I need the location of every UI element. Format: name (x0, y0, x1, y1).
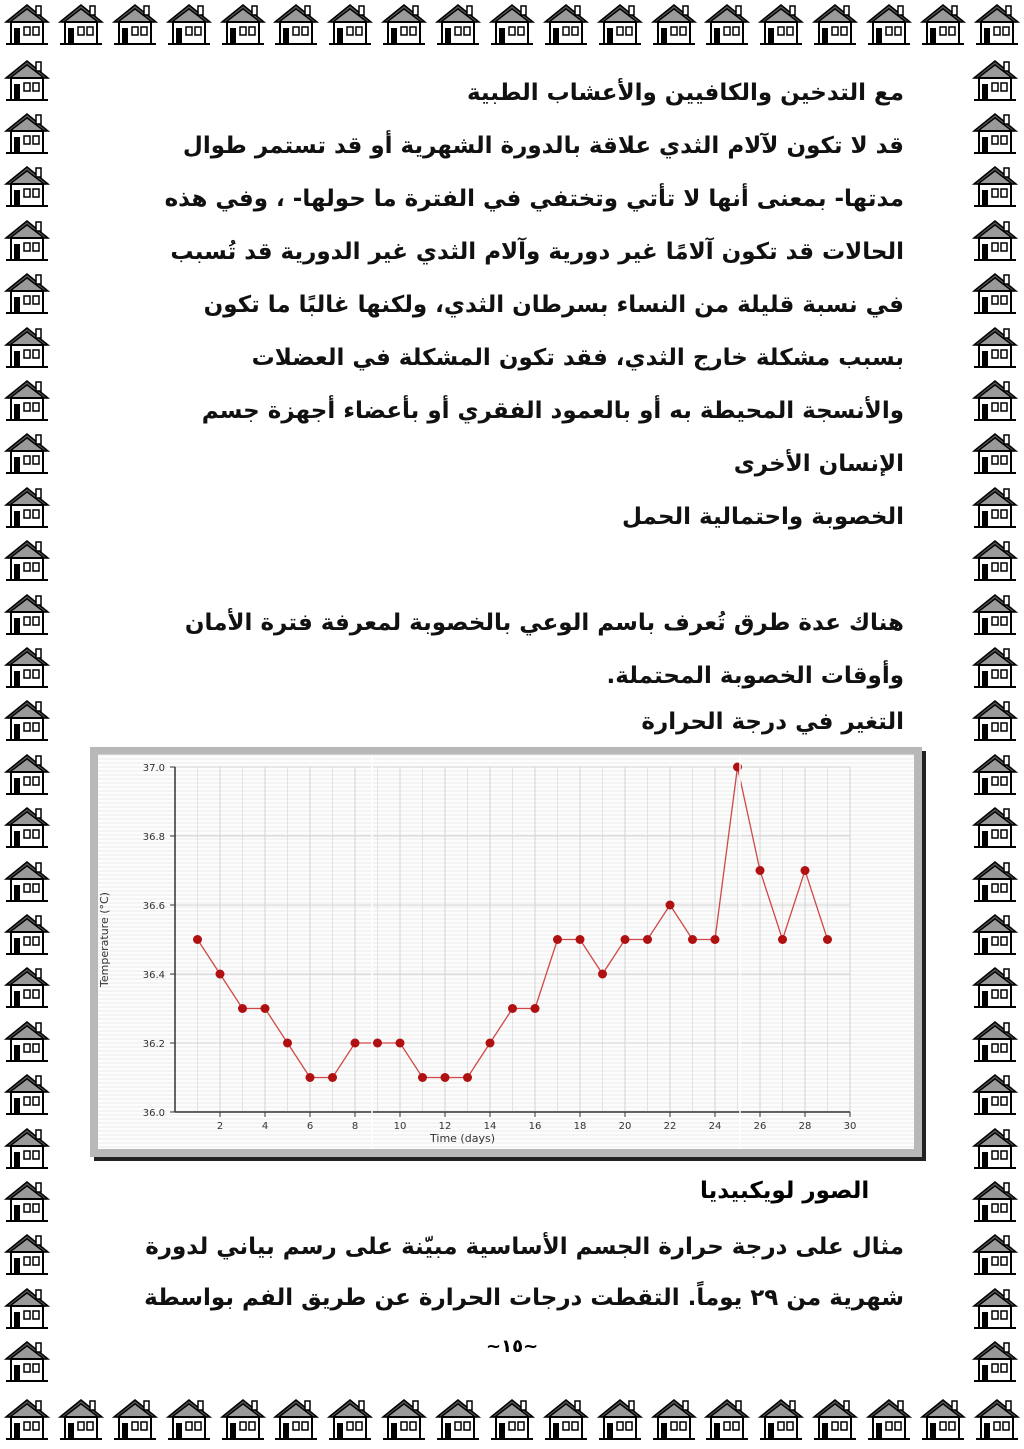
house-icon (2, 429, 52, 479)
text-line-6: بسبب مشكلة خارج الثدي، فقد تكون المشكلة في العضلات (251, 345, 904, 371)
house-icon (2, 910, 52, 960)
house-icon (2, 109, 52, 159)
y-tick-label: 36.2 (142, 1039, 165, 1050)
house-icon (970, 910, 1020, 960)
text-line-3: مدتها- بمعنى أنها لا تأتي وتختفي في الفترة ما حولها- ، وفي هذه (164, 186, 904, 212)
x-tick-label: 18 (573, 1121, 587, 1132)
house-icon (2, 696, 52, 746)
house-icon (2, 1124, 52, 1174)
house-icon (2, 590, 52, 640)
house-icon (541, 1395, 591, 1445)
text-line-4: الحالات قد تكون آلامًا غير دورية وآلام الثدي غير الدورية قد تُسبب (170, 239, 904, 265)
left-border (0, 54, 54, 1389)
y-tick-label: 36.6 (142, 901, 165, 912)
data-point-day-26 (756, 866, 765, 875)
x-tick-label: 8 (351, 1121, 359, 1132)
house-icon (972, 1395, 1022, 1445)
data-point-day-16 (531, 1004, 540, 1013)
data-point-day-22 (666, 901, 675, 910)
house-icon (2, 857, 52, 907)
y-tick-label: 36.0 (142, 1108, 165, 1119)
house-icon (918, 1395, 968, 1445)
data-point-day-14 (486, 1039, 495, 1048)
data-point-day-15 (508, 1004, 517, 1013)
house-icon (702, 1395, 752, 1445)
top-border (0, 0, 1024, 54)
house-icon (2, 1337, 52, 1387)
house-icon (218, 0, 268, 50)
house-icon (970, 323, 1020, 373)
x-tick-label: 16 (528, 1121, 542, 1132)
house-icon (702, 0, 752, 50)
house-icon (56, 1395, 106, 1445)
text-line-11: هناك عدة طرق تُعرف باسم الوعي بالخصوبة لمعرفة فترة الأمان (184, 610, 904, 636)
data-point-day-27 (778, 935, 787, 944)
data-point-day-10 (396, 1039, 405, 1048)
data-point-day-13 (463, 1073, 472, 1082)
house-icon (970, 216, 1020, 266)
house-icon (649, 0, 699, 50)
bottom-border (0, 1395, 1024, 1449)
house-icon (970, 1070, 1020, 1120)
house-icon (2, 803, 52, 853)
house-icon (595, 0, 645, 50)
house-icon (2, 376, 52, 426)
house-icon (325, 0, 375, 50)
x-tick-label: 4 (261, 1121, 269, 1132)
data-point-day-4 (261, 1004, 270, 1013)
data-point-day-23 (688, 935, 697, 944)
house-icon (2, 323, 52, 373)
data-point-day-17 (553, 935, 562, 944)
text-line-8: الإنسان الأخرى (733, 451, 904, 477)
house-icon (2, 269, 52, 319)
data-point-day-11 (418, 1073, 427, 1082)
data-point-day-29 (823, 935, 832, 944)
house-icon (970, 1017, 1020, 1067)
house-icon (595, 1395, 645, 1445)
house-icon (970, 376, 1020, 426)
temperature-chart-panel (90, 747, 922, 1157)
data-point-day-3 (238, 1004, 247, 1013)
house-icon (110, 0, 160, 50)
house-icon (271, 0, 321, 50)
house-icon (2, 750, 52, 800)
house-icon (970, 1177, 1020, 1227)
house-icon (2, 1284, 52, 1334)
house-icon (2, 162, 52, 212)
page-number: ~١٥~ (486, 1336, 539, 1357)
house-icon (2, 1395, 52, 1445)
x-tick-label: 24 (708, 1121, 722, 1132)
text-line-5: في نسبة قليلة من النساء بسرطان الثدي، ولكنها غالبًا ما تكون (203, 292, 904, 318)
house-icon (2, 963, 52, 1013)
temperature-chart (90, 747, 922, 1157)
house-icon (433, 0, 483, 50)
data-point-day-19 (598, 970, 607, 979)
house-icon (541, 0, 591, 50)
house-icon (970, 429, 1020, 479)
text-line-bottom-1: مثال على درجة حرارة الجسم الأساسية مبيّنة على رسم بياني لدورة (145, 1234, 904, 1260)
house-icon (970, 696, 1020, 746)
data-point-day-1 (193, 935, 202, 944)
section-heading-temperature: التغير في درجة الحرارة (641, 709, 904, 735)
house-icon (864, 1395, 914, 1445)
x-tick-label: 14 (483, 1121, 497, 1132)
x-tick-label: 26 (753, 1121, 767, 1132)
house-icon (970, 109, 1020, 159)
image-caption: الصور لويكبيديا (700, 1178, 870, 1204)
y-tick-label: 36.8 (142, 832, 165, 843)
x-tick-label: 10 (393, 1121, 407, 1132)
house-icon (970, 483, 1020, 533)
house-icon (970, 590, 1020, 640)
data-point-day-6 (306, 1073, 315, 1082)
house-icon (970, 643, 1020, 693)
house-icon (2, 1017, 52, 1067)
house-icon (810, 1395, 860, 1445)
data-point-day-7 (328, 1073, 337, 1082)
house-icon (487, 0, 537, 50)
house-icon (2, 1177, 52, 1227)
house-icon (970, 1124, 1020, 1174)
house-icon (164, 0, 214, 50)
data-point-day-18 (576, 935, 585, 944)
x-tick-label: 2 (216, 1121, 224, 1132)
house-icon (2, 483, 52, 533)
data-point-day-5 (283, 1039, 292, 1048)
data-point-day-12 (441, 1073, 450, 1082)
text-line-2: قد لا تكون لآلام الثدي علاقة بالدورة الشهرية أو قد تستمر طوال (182, 133, 904, 159)
house-icon (970, 803, 1020, 853)
house-icon (271, 1395, 321, 1445)
house-icon (970, 963, 1020, 1013)
text-line-12: وأوقات الخصوبة المحتملة. (606, 663, 904, 689)
house-icon (810, 0, 860, 50)
text-line-1: مع التدخين والكافيين والأعشاب الطبية (466, 80, 904, 106)
y-tick-label: 37.0 (142, 763, 165, 774)
y-tick-label: 36.4 (142, 970, 165, 981)
x-tick-label: 12 (438, 1121, 452, 1132)
house-icon (970, 857, 1020, 907)
data-point-day-28 (801, 866, 810, 875)
right-border (968, 54, 1022, 1389)
house-icon (379, 1395, 429, 1445)
house-icon (2, 1230, 52, 1280)
data-point-day-21 (643, 935, 652, 944)
house-icon (379, 0, 429, 50)
house-icon (970, 750, 1020, 800)
house-icon (970, 269, 1020, 319)
house-icon (972, 0, 1022, 50)
house-icon (433, 1395, 483, 1445)
house-icon (2, 643, 52, 693)
house-icon (756, 0, 806, 50)
house-icon (218, 1395, 268, 1445)
house-icon (864, 0, 914, 50)
text-line-7: والأنسجة المحيطة به أو بالعمود الفقري أو بأعضاء أجهزة جسم (201, 398, 904, 424)
data-point-day-24 (711, 935, 720, 944)
data-point-day-2 (216, 970, 225, 979)
house-icon (970, 162, 1020, 212)
x-tick-label: 20 (618, 1121, 632, 1132)
data-point-day-20 (621, 935, 630, 944)
text-line-bottom-2: شهرية من ٢٩ يوماً. التقطت درجات الحرارة عن طريق الفم بواسطة (144, 1285, 904, 1311)
house-icon (970, 56, 1020, 106)
house-icon (756, 1395, 806, 1445)
house-icon (970, 1337, 1020, 1387)
x-tick-label: 6 (306, 1121, 314, 1132)
house-icon (164, 1395, 214, 1445)
house-icon (2, 536, 52, 586)
house-icon (649, 1395, 699, 1445)
section-heading-fertility: الخصوبة واحتمالية الحمل (622, 504, 904, 530)
house-icon (2, 1070, 52, 1120)
house-icon (918, 0, 968, 50)
house-icon (2, 56, 52, 106)
x-tick-label: 22 (663, 1121, 677, 1132)
house-icon (2, 0, 52, 50)
y-axis-label: Temperature (°C) (98, 892, 111, 987)
x-axis-label: Time (days) (430, 1132, 495, 1145)
house-icon (970, 536, 1020, 586)
house-icon (487, 1395, 537, 1445)
x-tick-label: 28 (798, 1121, 812, 1132)
x-tick-label: 30 (843, 1121, 857, 1132)
data-point-day-9 (373, 1039, 382, 1048)
house-icon (970, 1230, 1020, 1280)
house-icon (56, 0, 106, 50)
house-icon (2, 216, 52, 266)
house-icon (110, 1395, 160, 1445)
house-icon (325, 1395, 375, 1445)
data-point-day-8 (351, 1039, 360, 1048)
house-icon (970, 1284, 1020, 1334)
